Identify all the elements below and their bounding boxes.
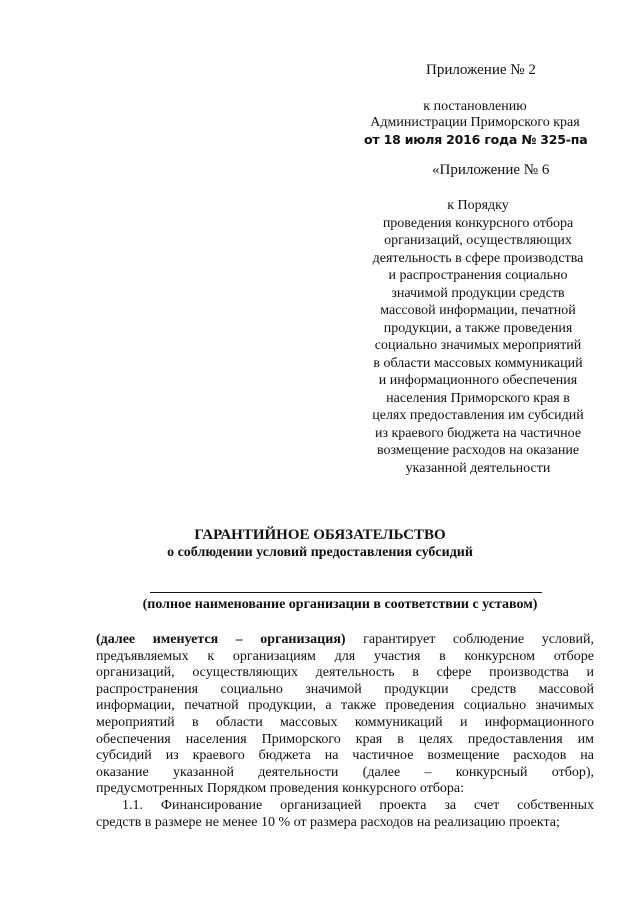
resolution-line: к постановлению	[423, 99, 527, 114]
organization-name-blank-line	[150, 592, 542, 593]
item-1-1-line: средств в размере не менее 10 % от размера расходов на реализацию проекта;	[96, 814, 560, 830]
order-line: к Порядку	[447, 198, 509, 213]
body-line-rest: гарантирует соблюдение условий,	[345, 632, 594, 647]
order-line: и информационного обеспечения	[378, 373, 578, 388]
organization-alias: (далее именуется – организация)	[96, 632, 346, 647]
body-line: организаций, осуществляющих деятельность в сфере производства и	[96, 665, 594, 681]
organization-name-caption: (полное наименование организации в соответствии с уставом)	[142, 597, 538, 612]
body-line: обеспечения населения Приморского края в целях предоставления им	[96, 731, 594, 747]
order-line: в области массовых коммуникаций	[373, 355, 583, 371]
order-reference	[358, 197, 598, 477]
resolution-line: Администрации Приморского края	[370, 115, 580, 130]
body-line: субсидий из краевого бюджета на частичное возмещение расходов на	[96, 748, 594, 764]
body-line: оказание указанной деятельности (далее – конкурсный отбор),	[96, 764, 594, 780]
order-line: деятельность в сфере производства	[372, 250, 584, 266]
resolution-reference	[360, 99, 590, 148]
decree-date-number: от 18 июля 2016 года № 325-па	[364, 132, 588, 147]
body-line: предусмотренных Порядком проведения конкурсного отбора:	[96, 781, 465, 797]
body-line: мероприятий в области массовых коммуникаций и информационного	[96, 714, 594, 730]
order-line: целях предоставления им субсидий	[372, 408, 584, 423]
order-line: продукции, а также проведения	[383, 320, 573, 336]
order-line: возмещение расходов на оказание	[376, 443, 580, 458]
document-subtitle: о соблюдении условий предоставления субсидий	[167, 545, 473, 560]
guarantee-body	[96, 632, 594, 831]
order-line: указанной деятельности	[405, 460, 551, 476]
appendix-2-title: Приложение № 2	[426, 62, 536, 78]
document-title: ГАРАНТИЙНОЕ ОБЯЗАТЕЛЬСТВО	[194, 527, 446, 543]
order-line: значимой продукции средств	[391, 285, 565, 301]
order-line: организаций, осуществляющих	[384, 233, 572, 248]
body-line	[96, 632, 594, 649]
order-line: населения Приморского края в	[386, 390, 570, 406]
order-line: массовой информации, печатной	[380, 303, 576, 318]
order-line: и распространения социально	[388, 268, 568, 283]
body-line: предъявляемых к организациям для участия в конкурсном отборе	[96, 648, 594, 664]
order-line: проведения конкурсного отбора	[382, 215, 574, 231]
body-line: распространения социально значимой продукции средств массовой	[96, 681, 594, 697]
item-1-1-line: 1.1. Финансирование организацией проекта за счет собственных	[122, 797, 594, 813]
appendix-6-title: «Приложение № 6	[432, 162, 550, 178]
order-line: социально значимых мероприятий	[374, 338, 582, 353]
order-line: из краевого бюджета на частичное	[374, 425, 582, 441]
body-line: информации, печатной продукции, а также проведения социально значимых	[96, 698, 594, 714]
